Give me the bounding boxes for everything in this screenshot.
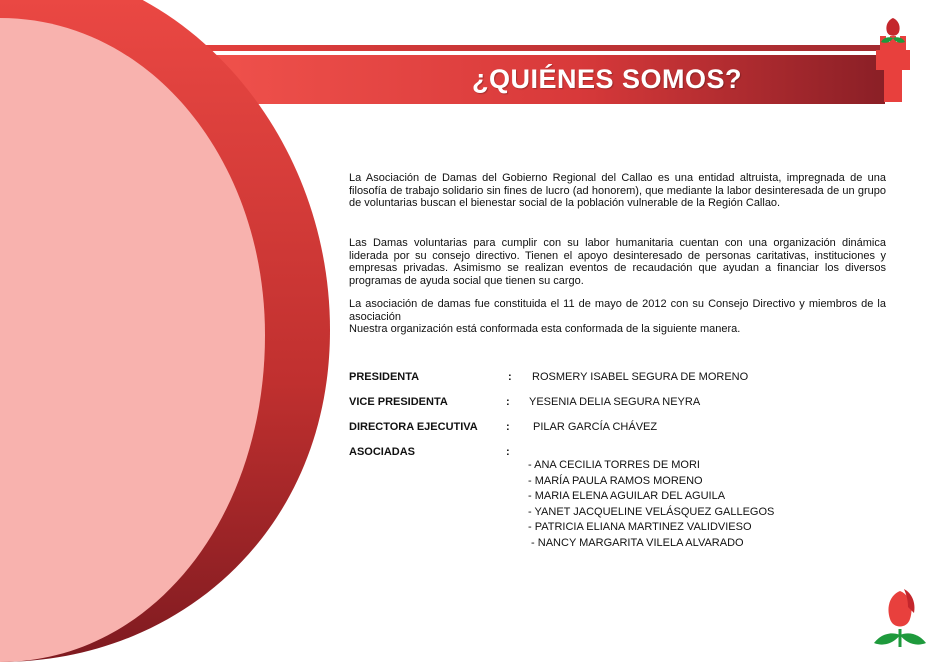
- list-item: - YANET JACQUELINE VELÁSQUEZ GALLEGOS: [528, 505, 775, 518]
- tulip-logo-icon: [870, 585, 930, 655]
- role-value: YESENIA DELIA SEGURA NEYRA: [529, 396, 701, 408]
- role-label: VICE PRESIDENTA: [349, 396, 448, 408]
- role-colon: :: [506, 446, 510, 458]
- role-label: PRESIDENTA: [349, 371, 420, 383]
- list-item: - PATRICIA ELIANA MARTINEZ VALIDVIESO: [528, 521, 752, 534]
- castle-logo-icon: [868, 14, 918, 104]
- role-colon: :: [506, 421, 510, 433]
- structure-paragraph: Nuestra organización está conformada esta conformada de la siguiente manera.: [349, 323, 741, 335]
- page-title: ¿QUIÉNES SOMOS?: [472, 64, 743, 94]
- list-item: - MARÍA PAULA RAMOS MORENO: [528, 474, 703, 487]
- asociadas-list: [528, 458, 774, 552]
- role-label: ASOCIADAS: [349, 446, 416, 458]
- list-item: - MARIA ELENA AGUILAR DEL AGUILA: [528, 490, 726, 503]
- role-label: DIRECTORA EJECUTIVA: [349, 421, 478, 433]
- founding-paragraph: La asociación de damas fue constituida el 11 de mayo de 2012 con su Consejo Directivo y miembros de la asociación: [349, 298, 886, 323]
- list-item: - ANA CECILIA TORRES DE MORI: [528, 459, 700, 471]
- role-colon: :: [506, 396, 510, 408]
- organization-paragraph: Las Damas voluntarias para cumplir con su labor humanitaria cuentan con una organización dinámica liderada por su consejo directivo. Tienen el apoyo desinteresado de personas caritativas, instituciones y empresas privadas. Asimismo se realizan eventos de recaudación que ayudan a financiar los diversos programas de ayuda social que tienen su cargo.: [349, 237, 886, 287]
- intro-paragraph: La Asociación de Damas del Gobierno Regional del Callao es una entidad altruista, impregnada de una filosofía de trabajo solidario sin fines de lucro (ad honorem), que mediante la labor desinteresada de un grupo de voluntarias buscan el bienestar social de la población vulnerable de la Región Callao.: [349, 172, 886, 210]
- role-value: ROSMERY ISABEL SEGURA DE MORENO: [532, 371, 749, 383]
- list-item: - NANCY MARGARITA VILELA ALVARADO: [528, 536, 744, 549]
- header-line: [150, 45, 885, 51]
- role-value: PILAR GARCÍA CHÁVEZ: [533, 421, 658, 433]
- role-colon: :: [508, 371, 512, 383]
